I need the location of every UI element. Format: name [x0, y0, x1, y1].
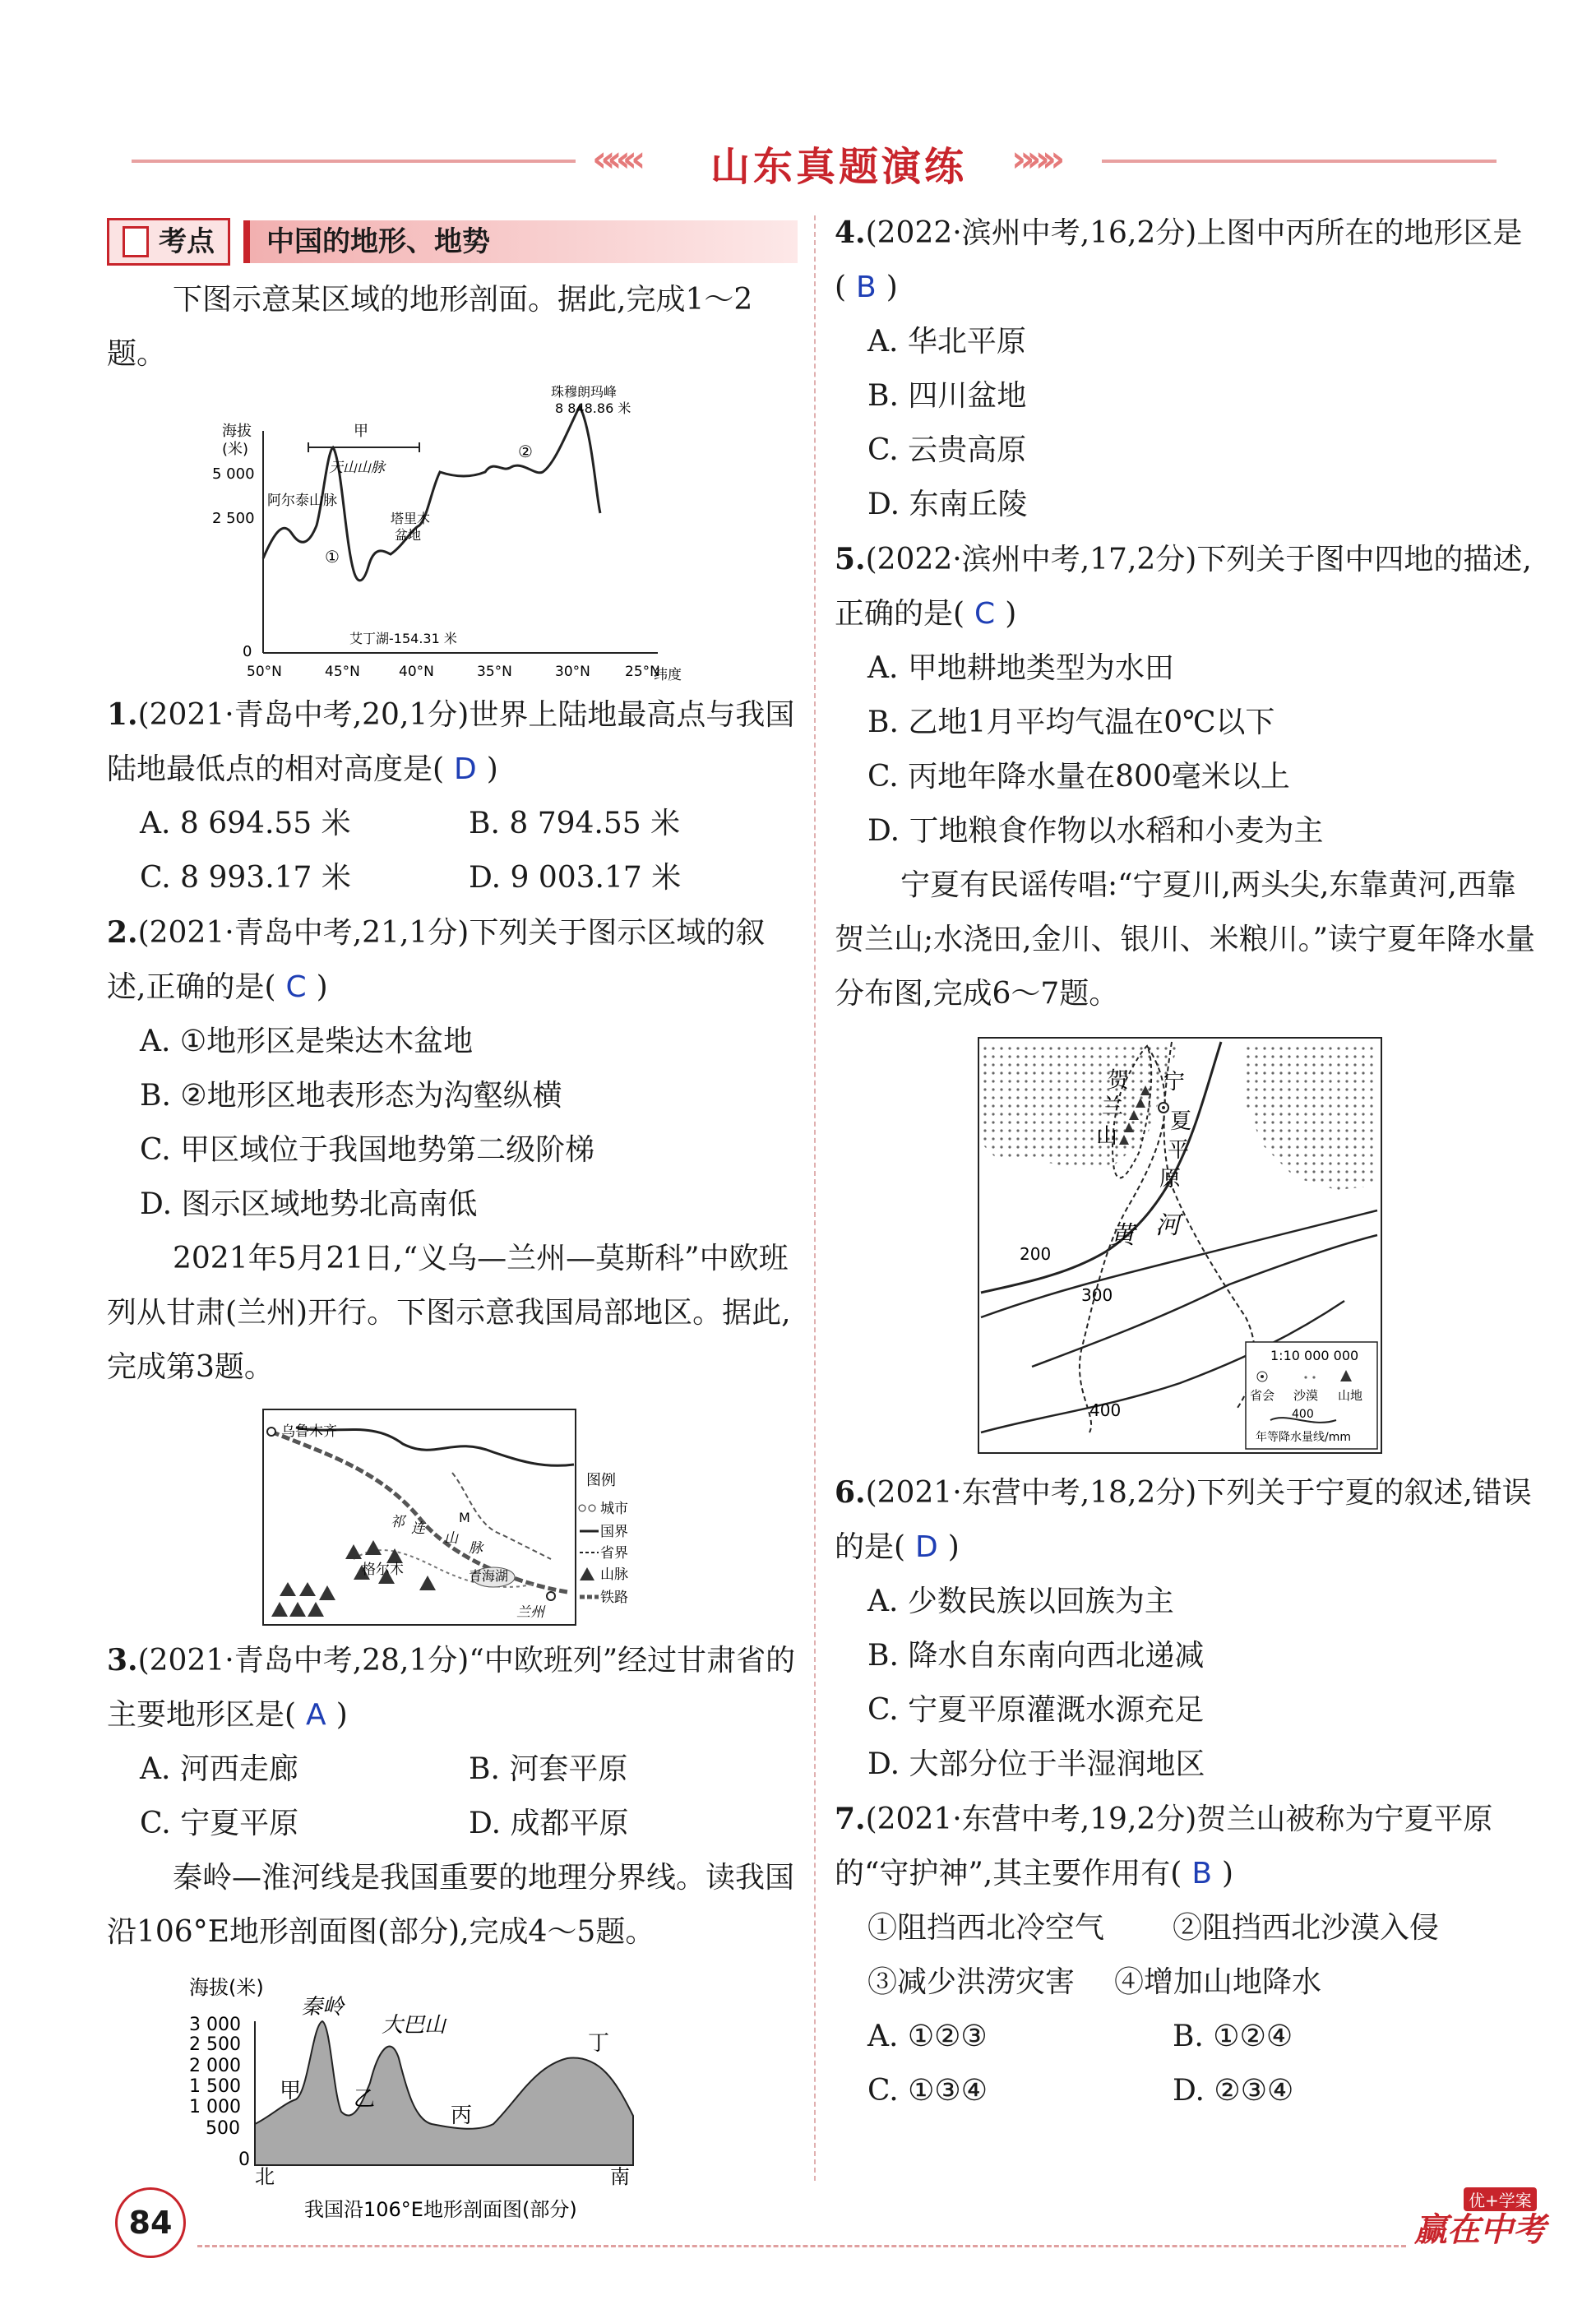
q6-text: (2021·东营中考,18,2分)下列关于宁夏的叙述,错误的是(	[835, 1476, 1532, 1564]
fig3-north: 北	[255, 2165, 275, 2188]
q4-number: 4.	[835, 215, 866, 250]
kaodian-title: 中国的地形、地势	[243, 220, 798, 263]
figure-2-container	[107, 1395, 798, 1633]
q6-option-d[interactable]: D. 大部分位于半湿润地区	[867, 1747, 1205, 1781]
q5-text: (2022·滨州中考,17,2分)下列关于图中四地的描述,正确的是(	[835, 543, 1532, 631]
fig3-ylabel: 海拔(米)	[189, 1976, 264, 1999]
q1-option-c[interactable]: C. 8 993.17 米	[140, 861, 351, 895]
fig2-label-qilian: 连	[411, 1520, 425, 1537]
q4-option-b[interactable]: B. 四川盆地	[867, 379, 1027, 413]
left-column	[107, 215, 798, 2231]
fig2-legend-railway: 铁路	[600, 1590, 628, 1606]
q6-option-c[interactable]: C. 宁夏平原灌溉水源充足	[867, 1693, 1205, 1727]
q4-answer: B	[856, 271, 877, 304]
fig1-yunit: (米)	[222, 441, 249, 458]
fig1-xtick: 35°N	[477, 664, 512, 680]
fig1-label-everest: 珠穆朗玛峰	[551, 384, 618, 400]
q1-number: 1.	[107, 697, 138, 732]
fig3-label-daba: 大巴山	[382, 2013, 446, 2038]
fig1-xtick: 40°N	[399, 664, 434, 680]
q2-option-b[interactable]: B. ②地形区地表形态为沟壑纵横	[140, 1079, 562, 1113]
fig3-caption: 我国沿106°E地形剖面图(部分)	[304, 2198, 577, 2221]
fig2-label-qilian: 脉	[469, 1540, 483, 1557]
q7-item-1: ①阻挡西北冷空气	[867, 1911, 1105, 1945]
q6-answer: D	[915, 1530, 938, 1564]
fig4-isohyet-400: 400	[1089, 1400, 1122, 1420]
fig1-xlabel: 纬度	[654, 667, 682, 683]
q3-number: 3.	[107, 1643, 138, 1678]
q7-option-c[interactable]: C. ①③④	[867, 2074, 988, 2108]
q7-item-3: ③减少洪涝灾害	[867, 1965, 1076, 1999]
q4-option-d[interactable]: D. 东南丘陵	[867, 488, 1028, 521]
q7-close: )	[1222, 1857, 1234, 1890]
question-3	[107, 1633, 798, 1742]
fig1-label-tarim1: 塔里木	[391, 511, 431, 526]
q1-option-b[interactable]: B. 8 794.55 米	[469, 807, 681, 840]
fig3-ytick: 3 000	[189, 2015, 241, 2035]
brand-logo: 赢在中考	[1414, 2210, 1546, 2249]
fig2-label-urumqi: 乌鲁木齐	[281, 1423, 337, 1440]
fig3-label-bing: 丙	[451, 2103, 473, 2128]
q1-answer: D	[454, 752, 477, 786]
fig2-legend-title: 图例	[586, 1472, 616, 1489]
question-2	[107, 905, 798, 1015]
fig1-ytick: 0	[243, 643, 252, 660]
q1-option-d[interactable]: D. 9 003.17 米	[469, 861, 682, 895]
q1-text: (2021·青岛中考,20,1分)世界上陆地最高点与我国陆地最低点的相对高度是(	[107, 698, 795, 786]
fig1-xtick: 45°N	[325, 664, 360, 680]
terrain-profile-figure-1	[107, 382, 798, 687]
brand-badge: 优+学案	[1464, 2187, 1537, 2211]
q2-number: 2.	[107, 915, 138, 950]
q1-option-a[interactable]: A. 8 694.55 米	[140, 807, 351, 840]
q5-option-a[interactable]: A. 甲地耕地类型为水田	[867, 651, 1174, 685]
q7-item-4: ④增加山地降水	[1114, 1965, 1322, 1999]
fig3-label-yi: 乙	[354, 2087, 376, 2112]
q5-answer: C	[974, 597, 996, 631]
fig4-legend-capital: 省会	[1250, 1388, 1275, 1403]
q7-options-row-2	[835, 2064, 1542, 2118]
fig4-label-he: 贺	[1108, 1068, 1130, 1093]
q5-option-b[interactable]: B. 乙地1月平均气温在0℃以下	[867, 706, 1275, 739]
fig2-label-qilian: 山	[444, 1530, 458, 1547]
q3-option-d[interactable]: D. 成都平原	[469, 1807, 629, 1840]
q6-close: )	[947, 1530, 960, 1564]
banner-line-left	[132, 160, 576, 163]
fig4-label-river: 河	[1155, 1211, 1180, 1240]
q3-option-c[interactable]: C. 宁夏平原	[140, 1807, 299, 1840]
fig4-label-shan: 山	[1096, 1124, 1118, 1149]
q3-text: (2021·青岛中考,28,1分)“中欧班列”经过甘肃省的主要地形区是(	[107, 1644, 796, 1732]
figure-4-container	[835, 1021, 1542, 1465]
q6-number: 6.	[835, 1475, 866, 1510]
intro-4: 宁夏有民谣传唱:“宁夏川,两头尖,东靠黄河,西靠贺兰山;水浇田,金川、银川、米粮川。”读宁夏年降水量分布图,完成6～7题。	[835, 868, 1535, 1011]
fig1-label-tarim2: 盆地	[395, 527, 422, 543]
fig2-label-golmud: 格尔木	[362, 1562, 404, 1578]
notebook-icon	[123, 226, 149, 257]
fig4-isohyet-300: 300	[1081, 1285, 1113, 1305]
figure-1-container	[107, 382, 798, 687]
q7-number: 7.	[835, 1802, 866, 1836]
column-divider	[814, 215, 816, 2181]
fig2-label-m: M	[459, 1510, 470, 1525]
question-1	[107, 687, 798, 797]
fig4-label-yuan: 原	[1159, 1167, 1182, 1192]
fig4-legend-desert: 沙漠	[1293, 1388, 1319, 1403]
fig4-label-ning: 宁	[1163, 1070, 1186, 1094]
q2-option-d[interactable]: D. 图示区域地势北高南低	[140, 1187, 478, 1221]
intro-3: 秦岭—淮河线是我国重要的地理分界线。读我国沿106°E地形剖面图(部分),完成4～5题。	[107, 1861, 795, 1949]
q5-close: )	[1005, 597, 1017, 631]
fig4-label-xia: 夏	[1170, 1109, 1192, 1134]
ningxia-precip-map	[835, 1021, 1542, 1465]
chevron-left-icon: «««	[592, 138, 638, 180]
fig1-xtick: 50°N	[247, 664, 282, 680]
fig1-label-aiding: 艾丁湖-154.31 米	[349, 631, 457, 646]
q7-items-row-2	[835, 1955, 1542, 2010]
fig4-label-lan: 兰	[1102, 1094, 1124, 1119]
fig4-legend-scale: 1:10 000 000	[1270, 1348, 1359, 1363]
q7-text: (2021·东营中考,19,2分)贺兰山被称为宁夏平原的“守护神”,其主要作用有(	[835, 1803, 1493, 1890]
fig3-label-ding: 丁	[588, 2031, 610, 2056]
fig1-label-altai: 阿尔泰山脉	[267, 493, 337, 509]
banner-line-right	[1102, 160, 1497, 163]
q2-answer: C	[285, 970, 307, 1004]
fig2-legend-city: 城市	[600, 1501, 628, 1517]
question-6	[835, 1465, 1542, 1575]
map-figure-2	[107, 1395, 798, 1633]
q7-option-b[interactable]: B. ①②④	[1172, 2020, 1293, 2053]
q3-options-row-2	[107, 1797, 798, 1851]
intro-2: 2021年5月21日,“义乌—兰州—莫斯科”中欧班列从甘肃(兰州)开行。下图示意我国局部地区。据此,完成第3题。	[107, 1242, 791, 1384]
q4-text: (2022·滨州中考,16,2分)上图中丙所在的地形区是(	[835, 216, 1523, 304]
fig3-ytick: 0	[238, 2150, 250, 2170]
fig3-ytick: 1 500	[189, 2076, 241, 2097]
right-column	[835, 206, 1542, 2118]
terrain-profile-figure-3	[107, 1960, 798, 2231]
fig4-isohyet-200: 200	[1020, 1244, 1052, 1264]
q4-option-a[interactable]: A. 华北平原	[867, 325, 1026, 359]
question-7	[835, 1792, 1542, 1901]
fig1-ytick: 5 000	[212, 465, 255, 483]
fig4-legend-iso-label: 年等降水量线/mm	[1256, 1431, 1351, 1444]
q2-close: )	[316, 970, 328, 1004]
q1-close: )	[486, 752, 498, 786]
fig1-label-c1: ①	[325, 547, 340, 567]
q6-option-b[interactable]: B. 降水自东南向西北递减	[867, 1639, 1205, 1673]
fig4-label-huang: 黄	[1110, 1221, 1135, 1250]
q2-option-c[interactable]: C. 甲区域位于我国地势第二级阶梯	[140, 1133, 595, 1167]
fig3-label-qinling: 秦岭	[301, 1995, 345, 2020]
kaodian-label-box	[107, 218, 230, 266]
q7-option-a[interactable]: A. ①②③	[867, 2020, 988, 2053]
fig1-ytick: 2 500	[212, 510, 255, 527]
fig1-ylabel: 海拔	[222, 423, 252, 440]
fig2-label-qinghai: 青海湖	[469, 1568, 509, 1584]
intro-1: 下图示意某区域的地形剖面。据此,完成1～2题。	[107, 283, 753, 371]
fig4-legend-iso: 400	[1292, 1408, 1314, 1421]
section-banner	[33, 132, 1562, 189]
figure-3-container	[107, 1960, 798, 2231]
q3-options-row-1	[107, 1742, 798, 1797]
fig1-xtick: 30°N	[555, 664, 590, 680]
q3-answer: A	[306, 1698, 326, 1732]
fig1-label-everest-height: 8 848.86 米	[555, 400, 631, 416]
fig2-label-lanzhou: 兰州	[516, 1604, 544, 1621]
fig4-label-ping: 平	[1168, 1138, 1190, 1163]
kaodian-label: 考点	[159, 225, 215, 258]
fig3-ytick: 1 000	[189, 2097, 241, 2117]
fig3-ytick: 2 500	[189, 2034, 241, 2055]
q7-option-d[interactable]: D. ②③④	[1172, 2074, 1294, 2108]
fig1-label-c2: ②	[518, 442, 533, 461]
question-4	[835, 206, 1542, 315]
q6-option-a[interactable]: A. 少数民族以回族为主	[867, 1585, 1174, 1618]
q7-answer: B	[1191, 1857, 1213, 1890]
kaodian-header	[107, 215, 798, 268]
question-5	[835, 532, 1542, 641]
q3-close: )	[335, 1698, 348, 1732]
fig3-ytick: 2 000	[189, 2056, 241, 2076]
footer-line	[197, 2245, 1406, 2247]
q7-items-row-1	[835, 1901, 1542, 1955]
fig3-south: 南	[610, 2165, 630, 2188]
banner-title: 山东真题演练	[710, 144, 967, 190]
q7-options-row-1	[835, 2010, 1542, 2064]
q7-item-2: ②阻挡西北沙漠入侵	[1172, 1911, 1439, 1945]
chevron-right-icon: »»»	[1011, 138, 1057, 180]
fig1-xtick: 25°N	[625, 664, 660, 680]
fig3-ytick: 500	[206, 2118, 240, 2139]
page-number: 84	[115, 2187, 186, 2258]
q4-option-c[interactable]: C. 云贵高原	[867, 433, 1027, 467]
fig2-legend-mountain: 山脉	[600, 1566, 628, 1583]
q2-option-a[interactable]: A. ①地形区是柴达木盆地	[140, 1025, 474, 1058]
q3-option-a[interactable]: A. 河西走廊	[140, 1752, 298, 1786]
q1-options-row-2	[107, 851, 798, 905]
q3-option-b[interactable]: B. 河套平原	[469, 1752, 628, 1786]
fig3-profile-area	[255, 2021, 633, 2165]
fig1-label-tianshan: 天山山脉	[329, 460, 385, 476]
q5-option-d[interactable]: D. 丁地粮食作物以水稻和小麦为主	[867, 814, 1324, 848]
fig2-legend-province: 省界	[600, 1545, 628, 1562]
q2-text: (2021·青岛中考,21,1分)下列关于图示区域的叙述,正确的是(	[107, 916, 766, 1004]
fig4-legend-mountain: 山地	[1338, 1388, 1363, 1403]
fig1-label-jia: 甲	[354, 423, 368, 440]
q5-number: 5.	[835, 542, 866, 576]
fig2-legend-border: 国界	[600, 1524, 628, 1540]
fig2-label-qilian: 祁	[391, 1514, 405, 1530]
q4-close: )	[886, 271, 898, 304]
q5-option-c[interactable]: C. 丙地年降水量在800毫米以上	[867, 760, 1290, 794]
q1-options-row-1	[107, 797, 798, 851]
fig3-label-jia: 甲	[280, 2079, 302, 2103]
